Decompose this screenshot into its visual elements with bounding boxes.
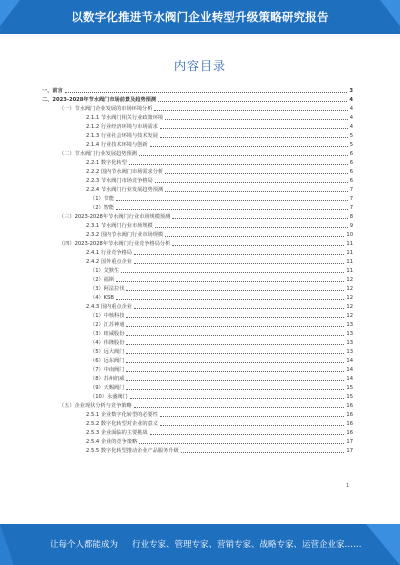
- toc-entry-page: 11: [346, 250, 353, 256]
- toc-entry-label: （2）智能: [90, 205, 115, 211]
- toc-entry-page: 15: [346, 385, 353, 391]
- toc-entry-page: 13: [346, 331, 353, 337]
- toc-entry-page: 12: [346, 286, 353, 292]
- toc-entry-label: （2）江苏神通: [90, 322, 125, 328]
- toc-entry-label: （9）天赐阀门: [90, 385, 125, 391]
- toc-entry[interactable]: [42, 121, 353, 130]
- toc-dot-leader: [160, 128, 348, 129]
- toc-entry-page: 6: [349, 151, 353, 157]
- toc-entry[interactable]: [42, 409, 353, 418]
- toc-entry[interactable]: [42, 418, 353, 427]
- toc-entry-label: （二）节水阀门行业发展趋势预测: [59, 151, 137, 157]
- toc-dot-leader: [130, 398, 345, 399]
- toc-dot-leader: [134, 254, 344, 255]
- toc-entry-page: 11: [346, 268, 353, 274]
- toc-entry[interactable]: [42, 337, 353, 346]
- toc-entry-label: 2.2.3 节水阀门市场竞争格局: [86, 178, 153, 184]
- toc-entry-page: 6: [349, 169, 353, 175]
- toc-entry[interactable]: [42, 211, 353, 220]
- toc-entry-label: 2.2.2 国内节水阀门市场需求分析: [86, 169, 164, 175]
- toc-entry-page: 12: [346, 277, 353, 283]
- toc-entry[interactable]: [42, 274, 353, 283]
- toc-entry[interactable]: [42, 238, 353, 247]
- toc-entry[interactable]: [42, 427, 353, 436]
- toc-entry-label: （3）纽威股份: [90, 331, 125, 337]
- toc-dot-leader: [134, 263, 344, 264]
- toc-entry[interactable]: [42, 193, 353, 202]
- toc-entry-label: 2.2.1 数字化转型: [86, 160, 127, 166]
- toc-entry-label: （三）2023-2028年节水阀门行业市场规模预测: [59, 214, 171, 220]
- toc-entry-page: 11: [346, 259, 353, 265]
- toc-entry-label: （6）远东阀门: [90, 358, 125, 364]
- toc-entry-label: （7）中南阀门: [90, 367, 125, 373]
- toc-dot-leader: [121, 272, 344, 273]
- toc-entry-page: 11: [346, 241, 353, 247]
- toc-entry-label: 2.3.1 节水阀门行业市场规模: [86, 223, 153, 229]
- toc-entry[interactable]: [42, 229, 353, 238]
- toc-entry[interactable]: [42, 355, 353, 364]
- toc-entry-page: 10: [346, 232, 353, 238]
- slogan-lead: 让每个人都能成为: [50, 540, 119, 550]
- report-title: 以数字化推进节水阀门企业转型升级策略研究报告: [71, 10, 329, 24]
- toc-dot-leader: [116, 209, 348, 210]
- toc-entry-page: 7: [349, 187, 353, 193]
- toc-dot-leader: [172, 245, 344, 246]
- toc-entry[interactable]: [42, 265, 353, 274]
- toc-dot-leader: [160, 137, 348, 138]
- toc-entry-label: 2.4.1 行业竞争格局: [86, 250, 132, 256]
- toc-entry-label: （5）远大阀门: [90, 349, 125, 355]
- footer-slogan: [50, 538, 362, 550]
- toc-entry-label: 一、前言: [42, 88, 63, 94]
- toc-entry-page: 6: [349, 178, 353, 184]
- page-number: 1: [346, 483, 350, 489]
- toc-dot-leader: [160, 425, 344, 426]
- toc-entry[interactable]: [42, 139, 353, 148]
- toc-dot-leader: [165, 236, 344, 237]
- toc-entry-label: 2.1.3 行业社会环境与技术发展: [86, 133, 158, 139]
- toc-dot-leader: [139, 443, 344, 444]
- toc-entry[interactable]: [42, 247, 353, 256]
- toc-dot-leader: [150, 146, 348, 147]
- toc-entry-page: 4: [349, 124, 353, 130]
- toc-entry-page: 13: [346, 322, 353, 328]
- toc-entry[interactable]: [42, 148, 353, 157]
- toc-entry-label: 2.1.1 节水阀门相关行业政策环境: [86, 115, 164, 121]
- toc-entry[interactable]: [42, 112, 353, 121]
- toc-entry[interactable]: [42, 175, 353, 184]
- toc-entry[interactable]: [42, 436, 353, 445]
- toc-dot-leader: [129, 164, 348, 165]
- toc-entry-page: 16: [346, 430, 353, 436]
- toc-entry-page: 7: [349, 196, 353, 202]
- toc-entry-page: 13: [346, 340, 353, 346]
- toc-entry[interactable]: [42, 319, 353, 328]
- toc-entry-page: 4: [349, 106, 353, 112]
- toc-entry-label: （1）中核科技: [90, 313, 125, 319]
- toc-entry-label: （4）伟隆股份: [90, 340, 125, 346]
- slogan-roles: 行业专家、管理专家、营销专家、战略专家、运营企业家……: [132, 540, 362, 550]
- toc-entry-page: 13: [346, 349, 353, 355]
- toc-entry-label: 2.5.4 企业的竞争策略: [86, 439, 138, 445]
- toc-dot-leader: [165, 119, 348, 120]
- toc-dot-leader: [116, 200, 348, 201]
- toc-entry-page: 17: [346, 439, 353, 445]
- footer-corner-decoration-right: [366, 524, 400, 565]
- toc-entry-page: 7: [349, 205, 353, 211]
- toc-dot-leader: [139, 155, 348, 156]
- toc-entry[interactable]: [42, 292, 353, 301]
- toc-entry-label: （4）KSB: [90, 295, 114, 301]
- toc-entry-page: 4: [349, 97, 353, 103]
- toc-entry-page: 12: [346, 304, 353, 310]
- toc-dot-leader: [172, 218, 347, 219]
- toc-entry-label: （1）艾默生: [90, 268, 120, 274]
- toc-entry[interactable]: [42, 400, 353, 409]
- toc-entry[interactable]: [42, 364, 353, 373]
- toc-entry-page: 14: [346, 358, 353, 364]
- toc-entry-label: （8）苏州纽威: [90, 376, 125, 382]
- toc-dot-leader: [165, 173, 348, 174]
- toc-dot-leader: [126, 389, 344, 390]
- toc-entry-page: 6: [349, 160, 353, 166]
- toc-entry-page: 16: [346, 412, 353, 418]
- toc-entry-label: （2）福斯: [90, 277, 115, 283]
- toc-entry-page: 3: [349, 88, 353, 94]
- toc-entry-label: （四）2023-2028年节水阀门行业竞争格局分析: [59, 241, 171, 247]
- toc-entry[interactable]: [42, 85, 353, 94]
- toc-dot-leader: [126, 326, 344, 327]
- toc-entry-page: 8: [349, 214, 353, 220]
- toc-entry-label: （一）节水阀门企业发展的市场环境分析: [59, 106, 153, 112]
- toc-dot-leader: [65, 92, 348, 93]
- toc-entry[interactable]: [42, 301, 353, 310]
- toc-entry-label: 2.3.2 国内节水阀门行业市场规模: [86, 232, 164, 238]
- toc-entry[interactable]: [42, 220, 353, 229]
- toc-dot-leader: [155, 182, 348, 183]
- toc-entry-label: （3）阿法拉伐: [90, 286, 125, 292]
- header-banner: [0, 0, 400, 34]
- toc-entry-page: 16: [346, 421, 353, 427]
- toc-entry-label: 2.5.5 数字化转型推动企业产品服务升级: [86, 448, 179, 454]
- toc-dot-leader: [165, 191, 348, 192]
- toc-dot-leader: [116, 299, 344, 300]
- toc-entry[interactable]: [42, 166, 353, 175]
- toc-entry[interactable]: [42, 445, 353, 454]
- toc-dot-leader: [116, 281, 344, 282]
- toc-entry[interactable]: [42, 391, 353, 400]
- toc-entry-label: 2.2.4 节水阀门行业发展趋势预测: [86, 187, 164, 193]
- toc-entry-label: 2.5.2 数字化转型对企业的意义: [86, 421, 158, 427]
- toc-entry[interactable]: [42, 103, 353, 112]
- toc-entry[interactable]: [42, 184, 353, 193]
- toc-dot-leader: [126, 344, 344, 345]
- toc-entry[interactable]: [42, 283, 353, 292]
- toc-entry-page: 12: [346, 295, 353, 301]
- toc-dot-leader: [134, 407, 345, 408]
- toc-entry[interactable]: [42, 346, 353, 355]
- toc-dot-leader: [158, 101, 347, 102]
- toc-entry-page: 14: [346, 367, 353, 373]
- footer-corner-decoration-left: [0, 524, 14, 565]
- toc-entry-page: 5: [349, 142, 353, 148]
- toc-entry-label: 二、2023-2028年节水阀门市场前景及趋势预测: [42, 97, 157, 103]
- toc-entry[interactable]: [42, 157, 353, 166]
- toc-entry-page: 4: [349, 115, 353, 121]
- toc-entry-page: 12: [346, 313, 353, 319]
- toc-entry-label: 2.5.1 企业数字化转型的必要性: [86, 412, 158, 418]
- toc-dot-leader: [126, 353, 344, 354]
- toc-dot-leader: [134, 308, 344, 309]
- toc-entry-page: 17: [346, 448, 353, 454]
- toc-dot-leader: [126, 380, 344, 381]
- toc-entry-label: 2.1.2 行业经济环境与市场需求: [86, 124, 158, 130]
- toc-entry-label: （10）永盛阀门: [90, 394, 128, 400]
- toc-entry[interactable]: [42, 202, 353, 211]
- toc-dot-leader: [126, 335, 344, 336]
- toc-entry[interactable]: [42, 256, 353, 265]
- toc-dot-leader: [126, 371, 344, 372]
- toc-entry[interactable]: [42, 328, 353, 337]
- toc-entry-page: 5: [349, 133, 353, 139]
- toc-entry-page: 16: [346, 403, 353, 409]
- toc-heading: 内容目录: [173, 59, 226, 73]
- toc-entry[interactable]: [42, 94, 353, 103]
- toc-entry-label: 2.4.3 国内重点企业: [86, 304, 132, 310]
- toc-dot-leader: [160, 416, 344, 417]
- table-of-contents: [42, 85, 353, 454]
- toc-dot-leader: [181, 452, 345, 453]
- toc-entry-label: （五）企业现状分析与竞争策略: [59, 403, 132, 409]
- toc-dot-leader: [126, 317, 344, 318]
- toc-entry-label: 2.4.2 国外重点企业: [86, 259, 132, 265]
- toc-entry-page: 15: [346, 394, 353, 400]
- toc-entry[interactable]: [42, 130, 353, 139]
- toc-entry-page: 9: [349, 223, 353, 229]
- toc-dot-leader: [126, 290, 344, 291]
- footer-banner: [0, 524, 400, 565]
- toc-entry-label: 2.5.3 企业面临的主要挑战: [86, 430, 148, 436]
- toc-entry[interactable]: [42, 310, 353, 319]
- toc-entry-label: 2.1.4 行业技术环境与创新: [86, 142, 148, 148]
- toc-entry-page: 14: [346, 376, 353, 382]
- toc-entry[interactable]: [42, 382, 353, 391]
- toc-entry[interactable]: [42, 373, 353, 382]
- toc-dot-leader: [126, 362, 344, 363]
- toc-dot-leader: [155, 227, 348, 228]
- toc-dot-leader: [150, 434, 345, 435]
- toc-entry-label: （1）节能: [90, 196, 115, 202]
- toc-dot-leader: [154, 110, 347, 111]
